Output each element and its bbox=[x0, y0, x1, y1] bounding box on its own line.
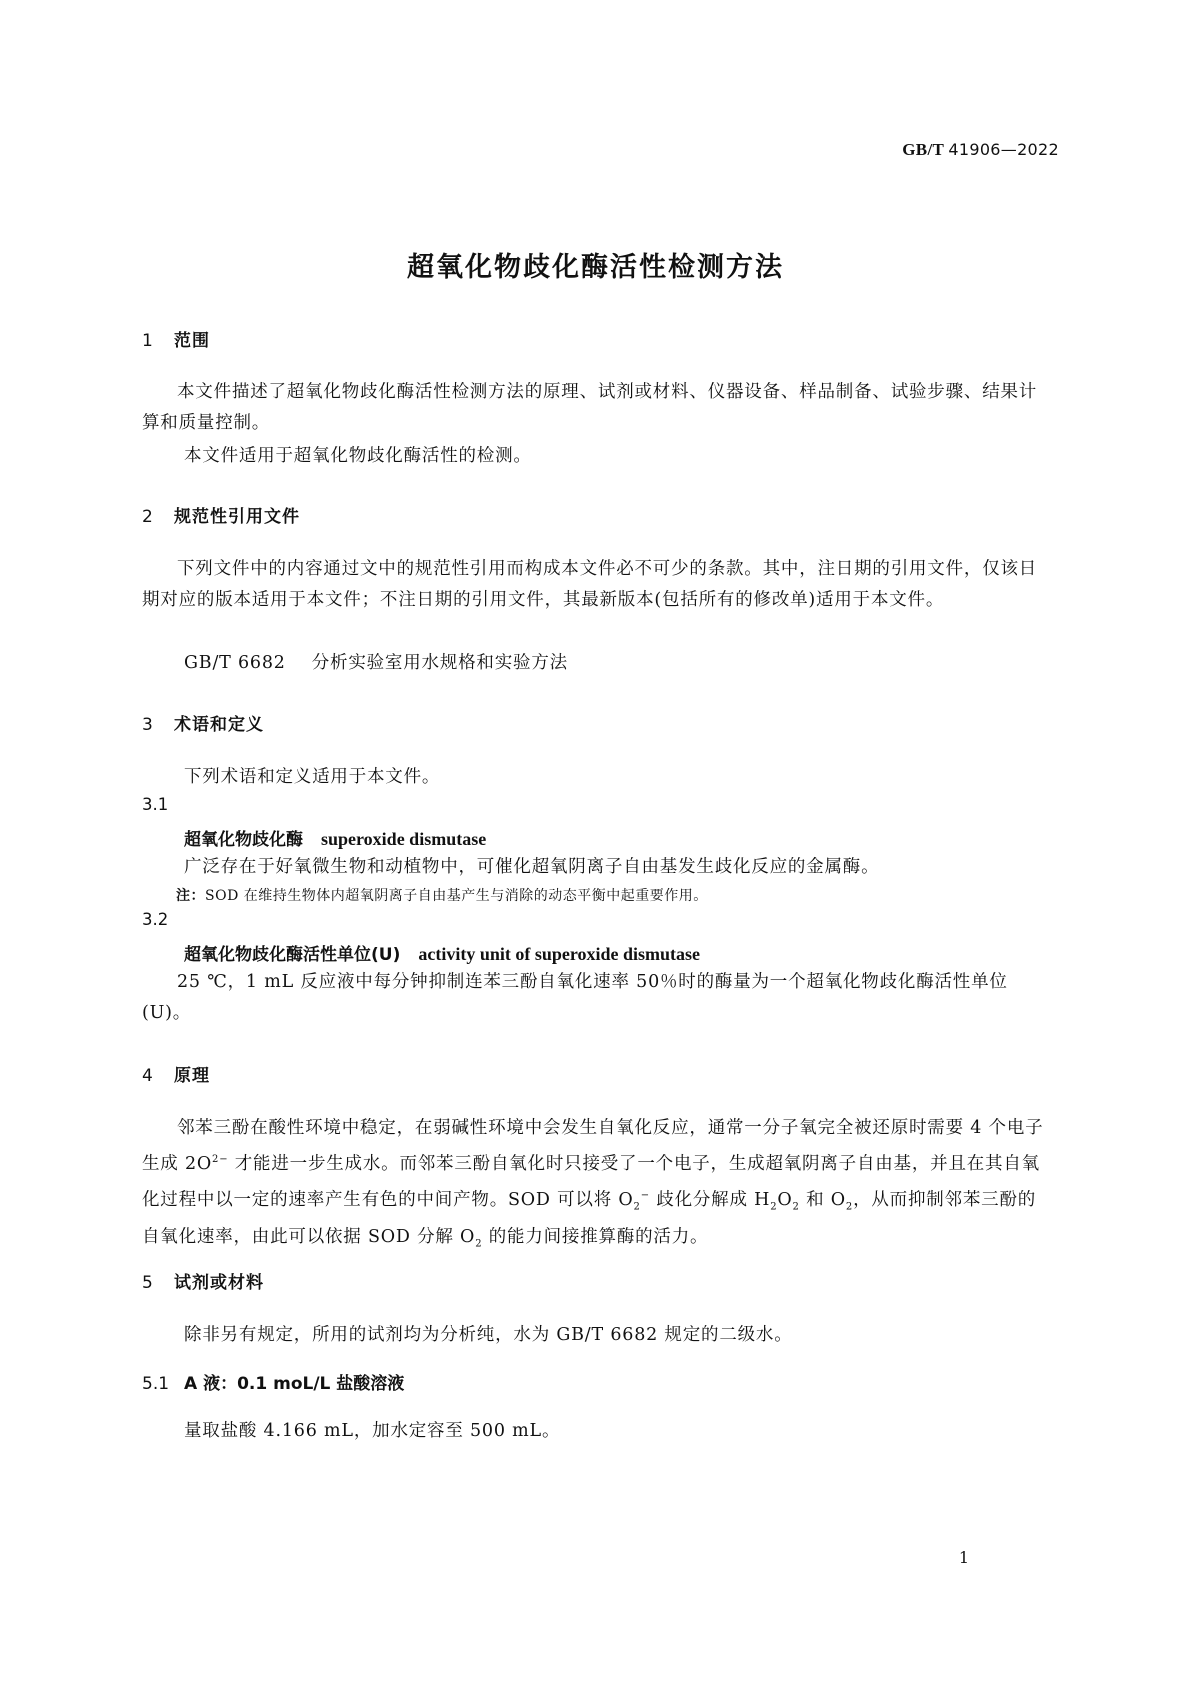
section-3-heading bbox=[142, 710, 264, 735]
section-number: 2 bbox=[142, 507, 154, 527]
principle-text-a: 邻苯三酚在酸性环境中稳定，在弱碱性环境中会发生自氧化反应，通常一分子氧完全被还原时需要 4 个电子生成 2O bbox=[142, 1118, 1044, 1174]
principle-text-c-mid: O bbox=[777, 1189, 793, 1210]
section-5-paragraph-1: 除非另有规定，所用的试剂均为分析纯，水为 GB/T 6682 规定的二级水。 bbox=[184, 1325, 793, 1345]
section-2-paragraph-1: 下列文件中的内容通过文中的规范性引用而构成本文件必不可少的条款。其中，注日期的引用文件，仅该日期对应的版本适用于本文件；不注日期的引用文件，其最新版本(包括所有的修改单)适用于本文件。 bbox=[142, 559, 1038, 610]
principle-text-c-end: 和 O bbox=[799, 1189, 846, 1210]
term-3-1-number: 3.1 bbox=[142, 795, 169, 814]
term-en: superoxide dismutase bbox=[321, 829, 487, 849]
note-text: SOD 在维持生物体内超氧阴离子自由基产生与消除的动态平衡中起重要作用。 bbox=[205, 888, 708, 904]
superscript: − bbox=[640, 1189, 650, 1201]
section-1-paragraph-1: 本文件描述了超氧化物歧化酶活性检测方法的原理、试剂或材料、仪器设备、样品制备、试验步骤、结果计算和质量控制。 bbox=[142, 382, 1038, 433]
subsection-title: A 液：0.1 moL/L 盐酸溶液 bbox=[184, 1374, 405, 1394]
term-3-1-title bbox=[184, 825, 486, 850]
section-2-heading bbox=[142, 502, 300, 527]
document-title: 超氧化物歧化酶活性检测方法 bbox=[407, 252, 784, 283]
section-number: 3 bbox=[142, 715, 154, 735]
term-zh: 超氧化物歧化酶 bbox=[184, 830, 303, 850]
principle-text-e: 的能力间接推算酶的活力。 bbox=[482, 1227, 709, 1248]
section-1-heading bbox=[142, 326, 210, 351]
subsection-5-1-heading bbox=[142, 1369, 404, 1394]
reference-code: GB/T 6682 bbox=[184, 653, 286, 673]
section-number: 1 bbox=[142, 331, 154, 351]
superscript: 2− bbox=[212, 1154, 229, 1165]
section-1-paragraph-2: 本文件适用于超氧化物歧化酶活性的检测。 bbox=[184, 446, 532, 466]
term-3-2-title bbox=[184, 940, 700, 965]
term-3-1-definition: 广泛存在于好氧微生物和动植物中，可催化超氧阴离子自由基发生歧化反应的金属酶。 bbox=[184, 857, 880, 877]
term-en: activity unit of superoxide dismutase bbox=[418, 944, 701, 964]
principle-text-b: 才能进一步生成水。而邻苯三酚自氧化时只接受了一个电子，生成超氧阴离子自由基，并且在其自氧化过程中以一定的速率产生有色的中间产物。SOD 可以将 O bbox=[142, 1153, 1040, 1210]
section-title: 术语和定义 bbox=[174, 715, 264, 735]
term-zh: 超氧化物歧化酶活性单位(U) bbox=[184, 945, 401, 965]
standard-number: 41906—2022 bbox=[948, 140, 1059, 159]
note-label: 注： bbox=[176, 888, 205, 904]
principle-text-c: 歧化分解成 H bbox=[649, 1189, 771, 1210]
standard-prefix: GB/T bbox=[902, 140, 944, 159]
subscript: 2 bbox=[792, 1201, 800, 1213]
page-number: 1 bbox=[958, 1548, 969, 1567]
subscript: 2 bbox=[475, 1238, 483, 1250]
term-3-2-number: 3.2 bbox=[142, 910, 169, 929]
term-3-1-note bbox=[176, 885, 708, 905]
term-3-2-definition: 25 ℃，1 mL 反应液中每分钟抑制连苯三酚自氧化速率 50％时的酶量为一个超氧化物歧化酶活性单位(U)。 bbox=[142, 972, 1008, 1023]
subscript: 2 bbox=[845, 1201, 854, 1213]
section-number: 5 bbox=[142, 1273, 154, 1293]
section-number: 4 bbox=[142, 1066, 154, 1086]
section-title: 规范性引用文件 bbox=[174, 507, 300, 527]
section-title: 原理 bbox=[174, 1066, 210, 1086]
section-4-heading bbox=[142, 1061, 210, 1086]
principle-text-d: ，从而抑制邻苯三酚的自氧化速率，由此可以依据 SOD 分解 O bbox=[142, 1189, 1037, 1248]
subscript: 2 bbox=[633, 1201, 641, 1213]
normative-reference bbox=[184, 649, 568, 674]
section-3-paragraph-1: 下列术语和定义适用于本文件。 bbox=[184, 767, 441, 787]
section-title: 试剂或材料 bbox=[174, 1273, 264, 1293]
standard-code bbox=[902, 140, 1059, 160]
section-4-paragraph bbox=[142, 1113, 1052, 1260]
section-title: 范围 bbox=[174, 331, 210, 351]
reference-title: 分析实验室用水规格和实验方法 bbox=[311, 653, 568, 673]
subscript: 2 bbox=[770, 1201, 778, 1213]
section-5-heading bbox=[142, 1268, 264, 1293]
subsection-number: 5.1 bbox=[142, 1374, 170, 1394]
subsection-5-1-text: 量取盐酸 4.166 mL，加水定容至 500 mL。 bbox=[184, 1421, 561, 1441]
